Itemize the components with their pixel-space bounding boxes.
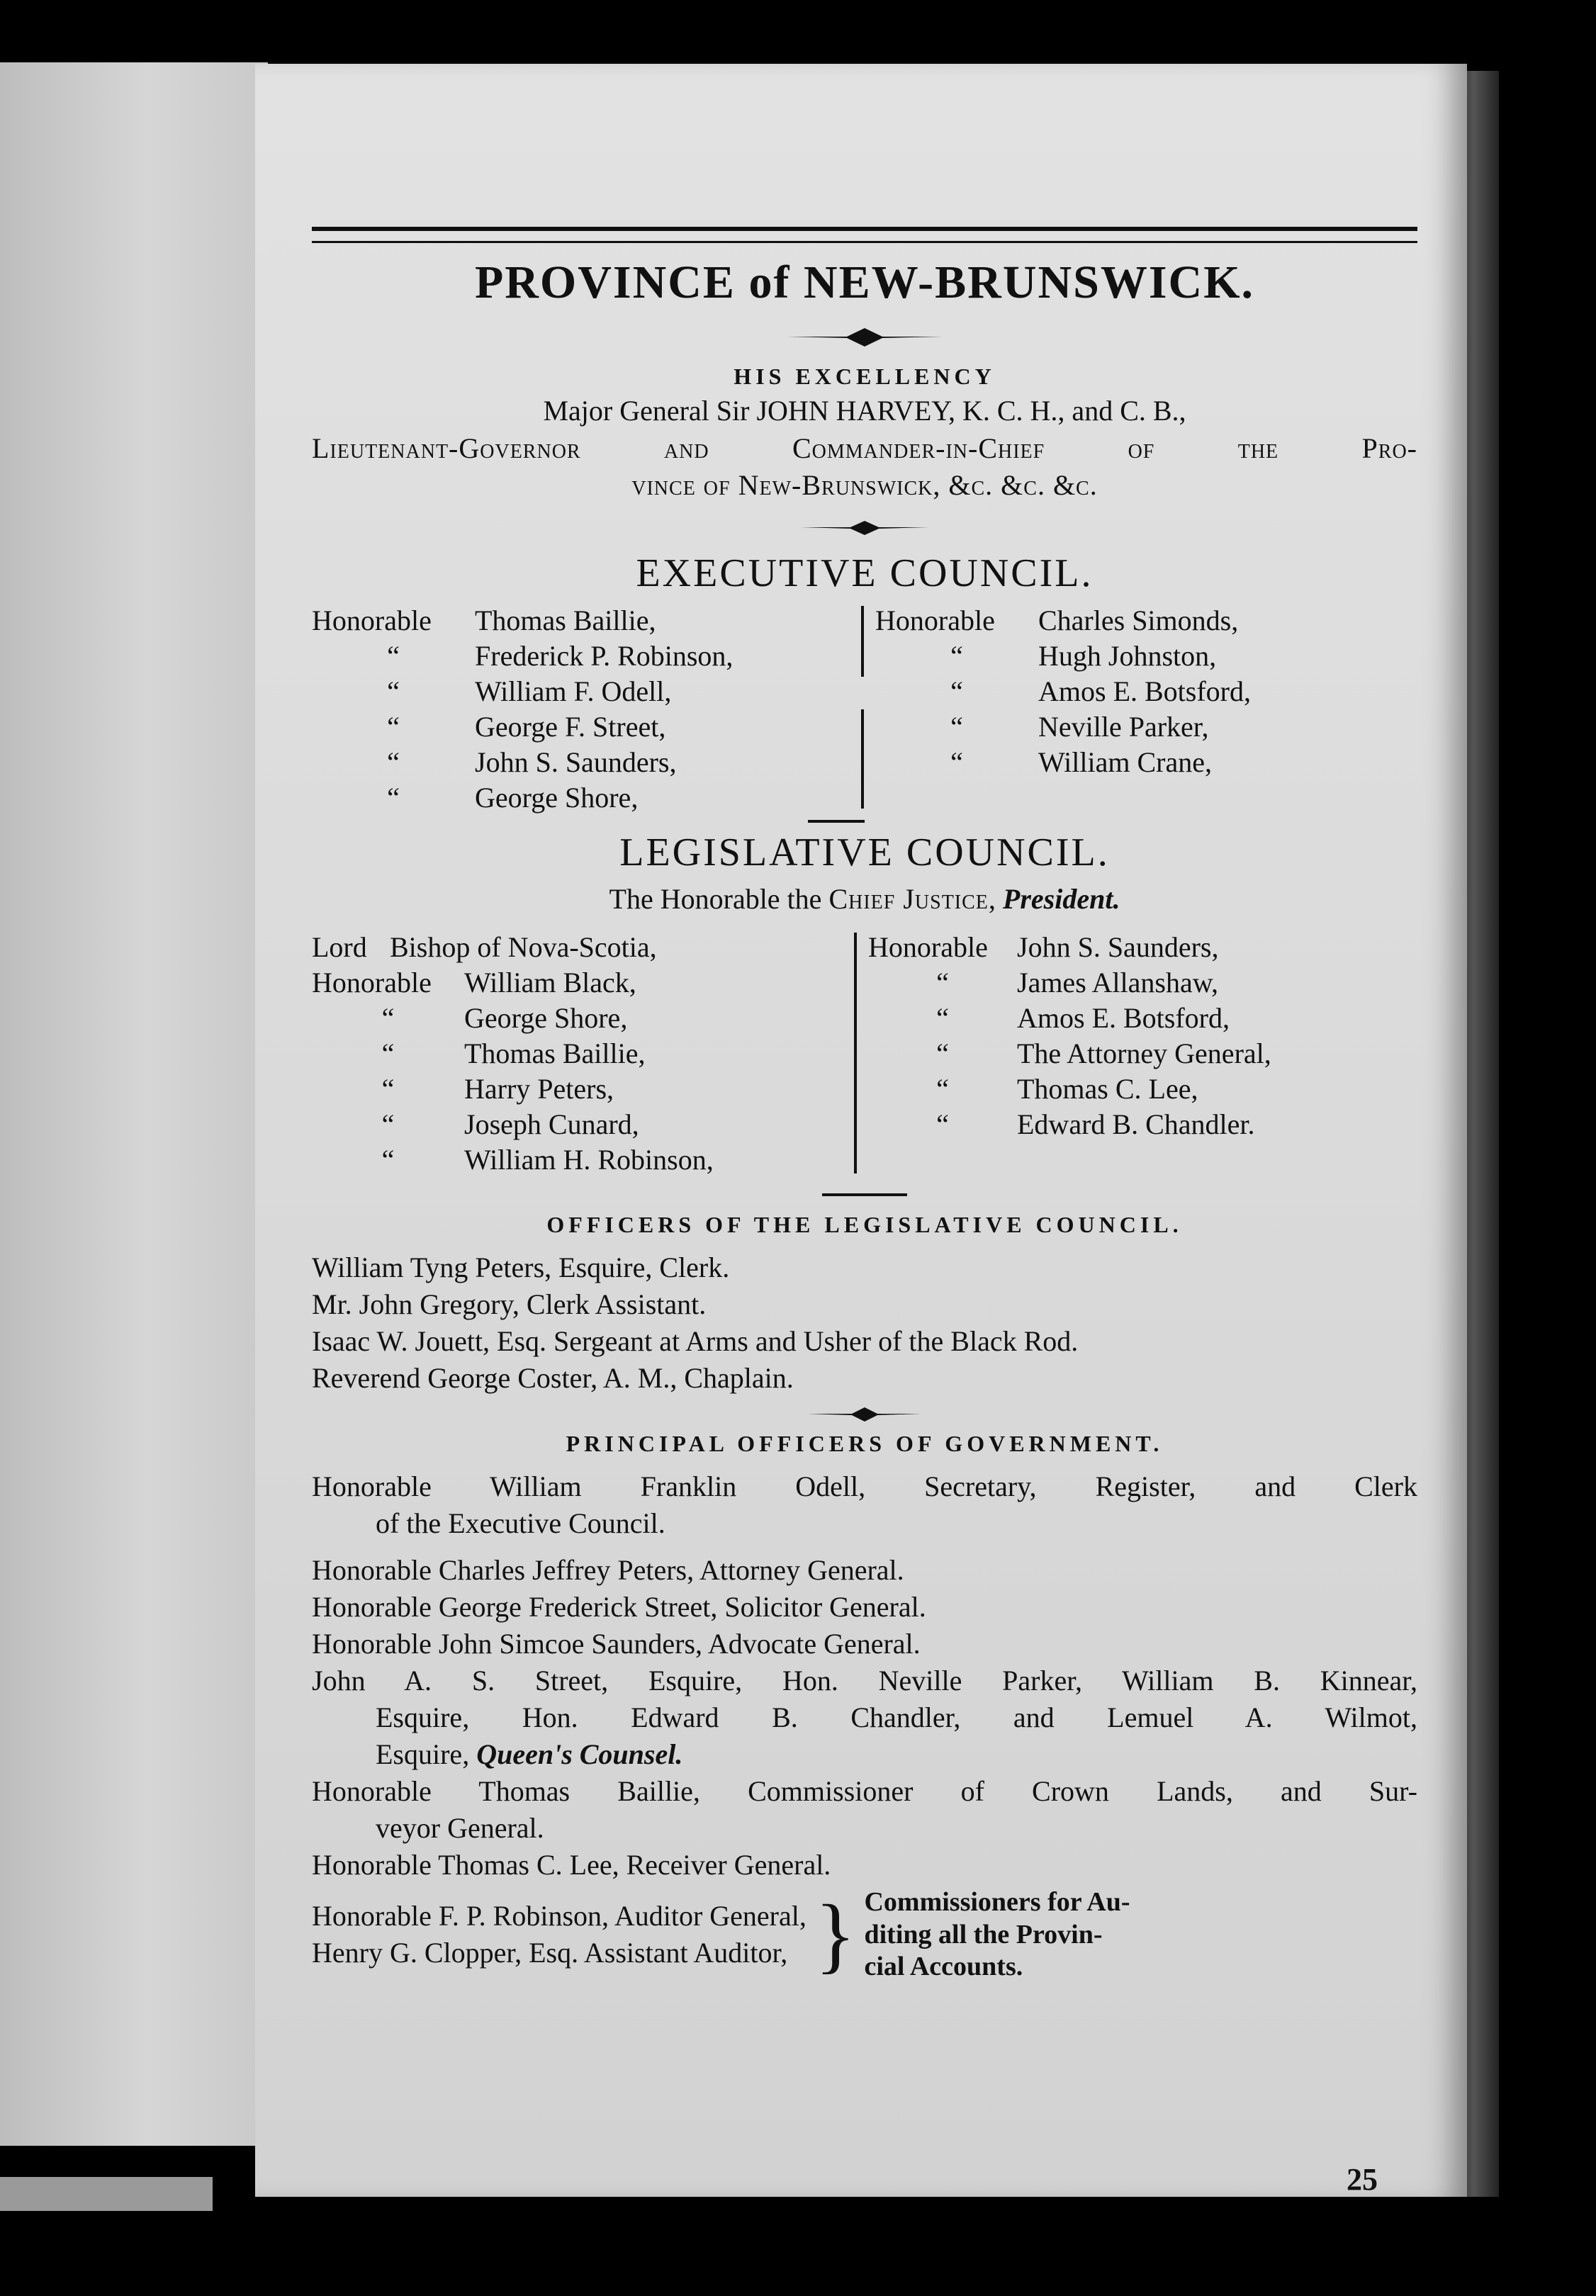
section-rule xyxy=(808,820,865,823)
legislative-council-list xyxy=(312,930,1417,1178)
facing-page-edge xyxy=(0,2177,213,2211)
legislative-council-heading: LEGISLATIVE COUNCIL. xyxy=(619,831,1110,874)
governor-office-line2: vince of New-Brunswick, &c. &c. &c. xyxy=(631,469,1098,501)
document-page xyxy=(255,64,1467,2197)
ornament-divider xyxy=(787,322,943,351)
list-item: Honorable Thomas Baillie, Commissioner of Crown Lands, and Sur- xyxy=(312,1775,1417,1807)
governor-office-line1: Lieutenant-Governor and Commander-in-Chief of the Pro- xyxy=(312,432,1417,464)
legislative-right-column xyxy=(861,930,1417,1178)
list-item: Honorable F. P. Robinson, Auditor General, xyxy=(312,1900,807,1932)
auditors-group xyxy=(312,1886,1417,1983)
list-item: “ Joseph Cunard, xyxy=(381,1108,639,1140)
list-item: Honorable John S. Saunders, xyxy=(868,931,1219,963)
list-item: William Tyng Peters, Esquire, Clerk. xyxy=(312,1251,730,1283)
list-item: Honorable William Franklin Odell, Secretary, Register, and Clerk xyxy=(312,1470,1417,1502)
list-item: Honorable Thomas C. Lee, Receiver General. xyxy=(312,1849,831,1881)
officers-legislative-list xyxy=(312,1249,1417,1397)
list-item: Esquire, Hon. Edward B. Chandler, and Lemuel A. Wilmot, xyxy=(376,1701,1417,1733)
list-item: Esquire, Queen's Counsel. xyxy=(376,1738,683,1770)
list-item: “ Thomas Baillie, xyxy=(381,1037,646,1069)
list-item: Honorable George Frederick Street, Solicitor General. xyxy=(312,1591,926,1623)
list-item: of the Executive Council. xyxy=(376,1507,665,1539)
facing-page xyxy=(0,62,268,2146)
list-item: “ Amos E. Botsford, xyxy=(936,1002,1230,1034)
list-item: Isaac W. Jouett, Esq. Sergeant at Arms and Usher of the Black Rod. xyxy=(312,1325,1079,1357)
list-item: “ The Attorney General, xyxy=(936,1037,1271,1069)
list-item: “ Amos E. Botsford, xyxy=(950,675,1251,707)
page-number: 25 xyxy=(1347,2162,1378,2197)
list-item: Henry G. Clopper, Esq. Assistant Auditor, xyxy=(312,1937,788,1969)
executive-council-list xyxy=(312,603,1417,816)
list-item: “ George Shore, xyxy=(381,1002,628,1034)
list-item: “ Hugh Johnston, xyxy=(950,640,1217,672)
column-divider xyxy=(854,933,857,1174)
list-item: “ John S. Saunders, xyxy=(387,746,677,778)
ornament-divider-3 xyxy=(808,1404,921,1424)
list-item: John A. S. Street, Esquire, Hon. Neville Parker, William B. Kinnear, xyxy=(312,1665,1417,1696)
list-item: Lord Bishop of Nova-Scotia, xyxy=(312,931,657,963)
list-item: “ William F. Odell, xyxy=(387,675,672,707)
officers-legislative-heading: OFFICERS OF THE LEGISLATIVE COUNCIL. xyxy=(546,1212,1183,1237)
executive-council-heading: EXECUTIVE COUNCIL. xyxy=(636,551,1094,595)
list-item: “ Neville Parker, xyxy=(950,711,1209,743)
executive-left-column xyxy=(312,603,854,816)
brace-icon: } xyxy=(814,1887,856,1982)
ornament-divider-2 xyxy=(801,517,928,538)
executive-right-column xyxy=(854,603,1417,816)
column-divider xyxy=(861,606,864,677)
governor-name: Major General Sir JOHN HARVEY, K. C. H., and C. B., xyxy=(543,395,1186,427)
list-item: “ George F. Street, xyxy=(387,711,666,743)
list-item: “ Thomas C. Lee, xyxy=(936,1073,1198,1105)
list-item: Reverend George Coster, A. M., Chaplain. xyxy=(312,1362,794,1394)
column-divider xyxy=(861,709,864,809)
president-line: The Honorable the Chief Justice, President. xyxy=(609,883,1120,915)
list-item: Honorable Charles Simonds, xyxy=(875,604,1239,636)
list-item: Mr. John Gregory, Clerk Assistant. xyxy=(312,1288,707,1320)
legislative-left-column xyxy=(312,930,861,1178)
list-item: “ Edward B. Chandler. xyxy=(936,1108,1255,1140)
list-item: “ James Allanshaw, xyxy=(936,967,1219,998)
list-item: “ Harry Peters, xyxy=(381,1073,614,1105)
section-rule xyxy=(822,1193,907,1196)
list-item: Honorable Thomas Baillie, xyxy=(312,604,656,636)
list-item: Honorable John Simcoe Saunders, Advocate General. xyxy=(312,1628,921,1660)
auditors-names xyxy=(312,1898,807,1971)
list-item: “ William Crane, xyxy=(950,746,1212,778)
header-rule xyxy=(312,227,1417,243)
list-item: veyor General. xyxy=(376,1812,544,1844)
his-excellency: HIS EXCELLENCY xyxy=(734,364,996,389)
commissioners-note: Commissioners for Au- diting all the Provin- cial Accounts. xyxy=(864,1887,1130,1982)
list-item: Honorable William Black, xyxy=(312,967,636,998)
list-item: “ William H. Robinson, xyxy=(381,1144,714,1176)
list-item: “ George Shore, xyxy=(387,782,639,814)
page-content xyxy=(312,227,1417,1983)
principal-officers-heading: PRINCIPAL OFFICERS OF GOVERNMENT. xyxy=(566,1431,1164,1456)
list-item: “ Frederick P. Robinson, xyxy=(387,640,734,672)
page-title: PROVINCE of NEW-BRUNSWICK. xyxy=(474,257,1255,308)
principal-officers-list xyxy=(312,1468,1417,1983)
list-item: Honorable Charles Jeffrey Peters, Attorney General. xyxy=(312,1554,904,1586)
